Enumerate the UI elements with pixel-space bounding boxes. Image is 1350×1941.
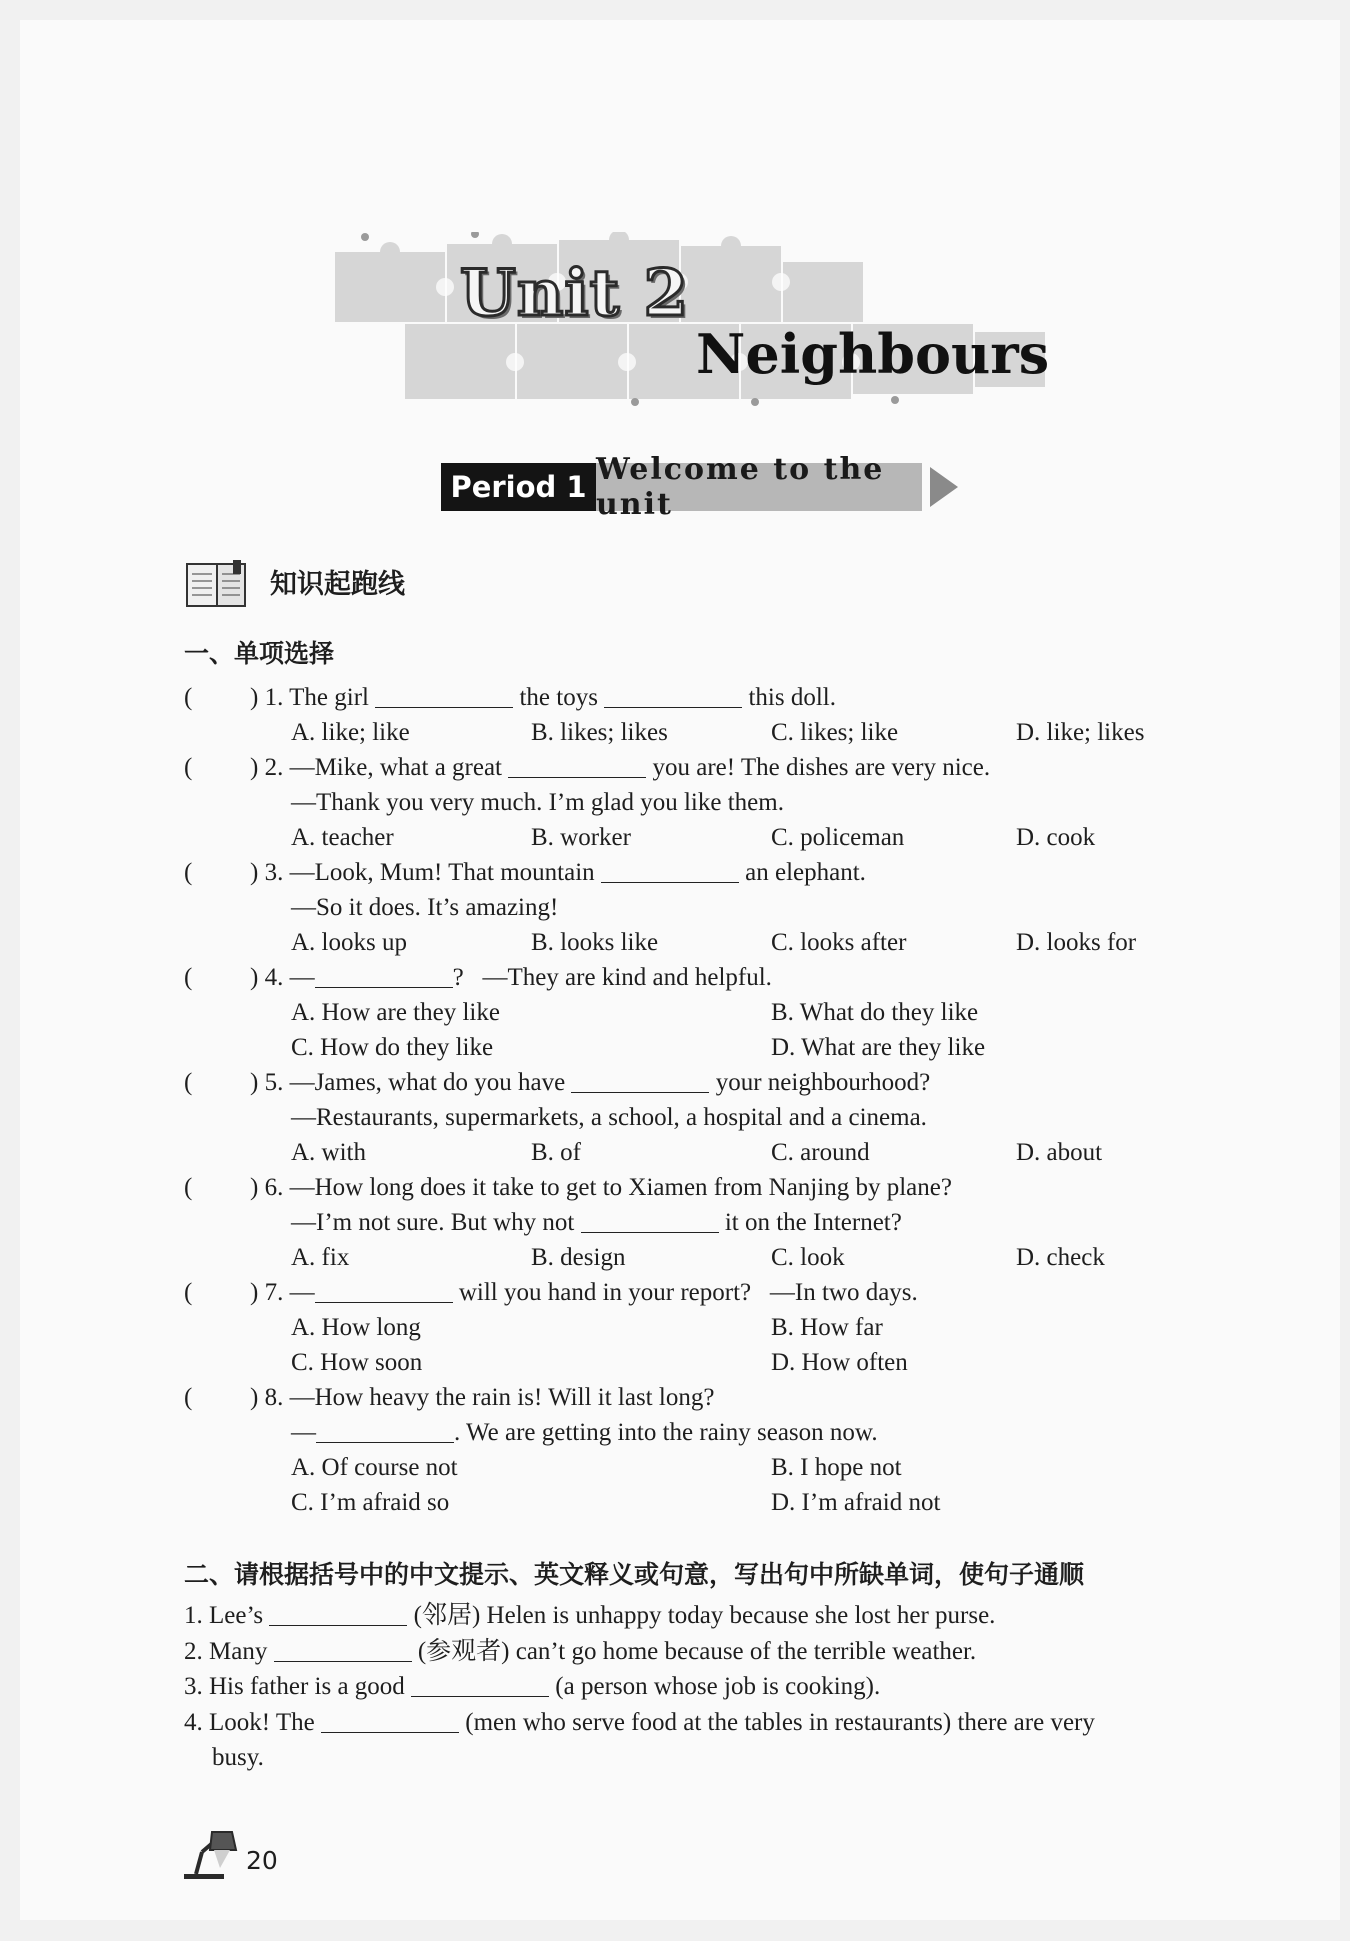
question-number: ) 5. — [250, 1069, 284, 1096]
option-b[interactable]: B. design — [531, 1244, 626, 1271]
period-name: Welcome to the unit — [596, 463, 922, 511]
page-number: 20 — [246, 1846, 278, 1875]
answer-bracket[interactable]: ( — [184, 1069, 193, 1096]
fill-item-3: 3. His father is a good (a person whose job is cooking). — [184, 1673, 881, 1700]
option-a[interactable]: A. fix — [291, 1244, 350, 1271]
question-8: ( ) 8. —How heavy the rain is! Will it last long? — [184, 1380, 1224, 1415]
option-d[interactable]: D. I’m afraid not — [771, 1489, 941, 1516]
option-c[interactable]: C. How soon — [291, 1349, 423, 1376]
answer-bracket[interactable]: ( — [184, 964, 193, 991]
options-row — [184, 995, 1224, 1030]
option-c[interactable]: C. likes; like — [771, 719, 899, 746]
options-row — [184, 1310, 1224, 1345]
multiple-choice-list — [184, 680, 1224, 1520]
option-b[interactable]: B. of — [531, 1139, 581, 1166]
options-row — [184, 715, 1224, 750]
answer-blank[interactable] — [315, 1278, 453, 1303]
option-d[interactable]: D. like; likes — [1016, 719, 1145, 746]
answer-bracket[interactable]: ( — [184, 684, 193, 711]
fill-item-1: 1. Lee’s (邻居) Helen is unhappy today because she lost her purse. — [184, 1602, 996, 1629]
option-c[interactable]: C. policeman — [771, 824, 905, 851]
option-a[interactable]: A. with — [291, 1139, 366, 1166]
option-d[interactable]: D. check — [1016, 1244, 1105, 1271]
option-a[interactable]: A. teacher — [291, 824, 394, 851]
options-row — [184, 1345, 1224, 1380]
question-2: ( ) 2. —Mike, what a great you are! The dishes are very nice. — [184, 750, 1224, 785]
answer-blank[interactable] — [411, 1672, 549, 1697]
question-4: ( ) 4. — ? —They are kind and helpful. — [184, 960, 1224, 995]
reply-line: —Thank you very much. I’m glad you like them. — [291, 789, 784, 816]
answer-bracket[interactable]: ( — [184, 1384, 193, 1411]
answer-blank[interactable] — [321, 1708, 459, 1733]
question-number: ) 4. — [250, 964, 284, 991]
section-knowledge-title: 知识起跑线 — [270, 569, 405, 600]
options-row — [184, 1240, 1224, 1275]
option-a[interactable]: A. Of course not — [291, 1454, 458, 1481]
question-number: ) 7. — [250, 1279, 284, 1306]
answer-blank[interactable] — [316, 1418, 454, 1443]
unit-subtitle: Neighbours — [696, 322, 1050, 386]
workbook-page — [20, 20, 1340, 1920]
reply-line: — . We are getting into the rainy season now. — [291, 1419, 878, 1446]
option-c[interactable]: C. I’m afraid so — [291, 1489, 450, 1516]
answer-bracket[interactable]: ( — [184, 1279, 193, 1306]
answer-blank[interactable] — [601, 858, 739, 883]
question-3: ( ) 3. —Look, Mum! That mountain an elephant. — [184, 855, 1224, 890]
answer-blank[interactable] — [274, 1637, 412, 1662]
answer-blank[interactable] — [375, 683, 513, 708]
reply-line: —I’m not sure. But why not it on the Internet? — [291, 1209, 902, 1236]
option-b[interactable]: B. worker — [531, 824, 631, 851]
option-b[interactable]: B. looks like — [531, 929, 659, 956]
question-number: ) 1. — [250, 684, 284, 711]
option-d[interactable]: D. about — [1016, 1139, 1103, 1166]
option-d[interactable]: D. How often — [771, 1349, 908, 1376]
arrow-right-icon — [930, 467, 958, 507]
book-icon — [185, 560, 249, 610]
option-a[interactable]: A. looks up — [291, 929, 407, 956]
answer-blank[interactable] — [604, 683, 742, 708]
answer-blank[interactable] — [508, 753, 646, 778]
question-number: ) 8. — [250, 1384, 284, 1411]
option-a[interactable]: A. How long — [291, 1314, 421, 1341]
answer-bracket[interactable]: ( — [184, 1174, 193, 1201]
answer-blank[interactable] — [269, 1601, 407, 1626]
fill-item-4: 4. Look! The (men who serve food at the tables in restaurants) there are very — [184, 1708, 1095, 1736]
option-c[interactable]: C. around — [771, 1139, 870, 1166]
desk-lamp-icon — [182, 1828, 238, 1880]
option-b[interactable]: B. What do they like — [771, 999, 979, 1026]
question-number: ) 2. — [250, 754, 284, 781]
options-row — [184, 1485, 1224, 1520]
option-b[interactable]: B. I hope not — [771, 1454, 902, 1481]
option-d[interactable]: D. What are they like — [771, 1034, 986, 1061]
answer-blank[interactable] — [315, 963, 453, 988]
option-a[interactable]: A. How are they like — [291, 999, 500, 1026]
section1-title: 一、单项选择 — [184, 639, 335, 668]
answer-bracket[interactable]: ( — [184, 859, 193, 886]
question-7: ( ) 7. — will you hand in your report? —In two days. — [184, 1275, 1224, 1310]
fill-in-list — [184, 1598, 1224, 1776]
answer-blank[interactable] — [581, 1208, 719, 1233]
option-a[interactable]: A. like; like — [291, 719, 410, 746]
question-number: ) 6. — [250, 1174, 284, 1201]
question-6: ( ) 6. —How long does it take to get to Xiamen from Nanjing by plane? — [184, 1170, 1224, 1205]
reply-line: —So it does. It’s amazing! — [291, 894, 559, 921]
section2-title: 二、请根据括号中的中文提示、英文释义或句意，写出句中所缺单词，使句子通顺 — [184, 1560, 1085, 1589]
fill-item-2: 2. Many (参观者) can’t go home because of the terrible weather. — [184, 1637, 977, 1665]
option-c[interactable]: C. How do they like — [291, 1034, 494, 1061]
options-row — [184, 1450, 1224, 1485]
option-b[interactable]: B. How far — [771, 1314, 883, 1341]
option-d[interactable]: D. looks for — [1016, 929, 1137, 956]
option-b[interactable]: B. likes; likes — [531, 719, 668, 746]
fill-item-4-continuation: busy. — [212, 1744, 264, 1771]
period-label: Period 1 — [441, 463, 596, 511]
option-c[interactable]: C. looks after — [771, 929, 907, 956]
question-5: ( ) 5. —James, what do you have your neighbourhood? — [184, 1065, 1224, 1100]
options-row — [184, 820, 1224, 855]
unit-title: Unit 2 — [460, 256, 690, 331]
options-row — [184, 1135, 1224, 1170]
options-row — [184, 925, 1224, 960]
option-c[interactable]: C. look — [771, 1244, 845, 1271]
answer-bracket[interactable]: ( — [184, 754, 193, 781]
period-banner — [441, 452, 958, 522]
reply-line: —Restaurants, supermarkets, a school, a hospital and a cinema. — [291, 1104, 927, 1131]
answer-blank[interactable] — [571, 1068, 709, 1093]
question-number: ) 3. — [250, 859, 284, 886]
option-d[interactable]: D. cook — [1016, 824, 1096, 851]
options-row — [184, 1030, 1224, 1065]
question-1: ( ) 1. The girl the toys this doll. — [184, 680, 1224, 715]
